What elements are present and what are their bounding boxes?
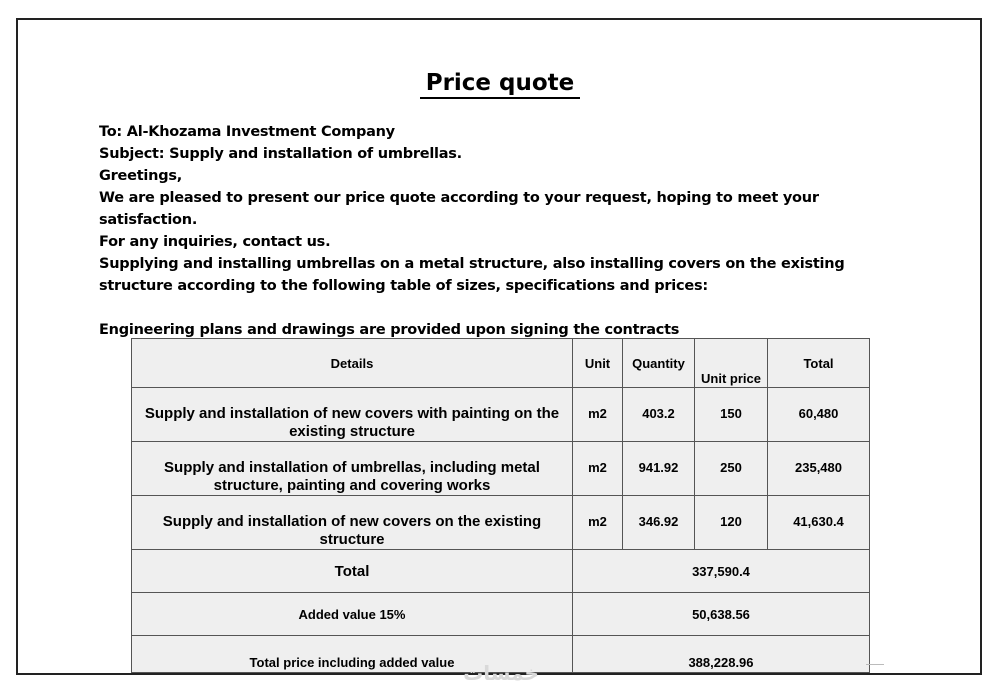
grand-total-value: 388,228.96	[573, 636, 870, 673]
header-unit: Unit	[573, 339, 623, 388]
header-unit-price: Unit price	[695, 339, 768, 388]
header-total: Total	[768, 339, 870, 388]
row-details: Supply and installation of new covers on the existing structure	[132, 496, 573, 550]
table-row	[132, 388, 870, 442]
contact-paragraph: For any inquiries, contact us.	[99, 234, 331, 250]
row-unit: m2	[573, 442, 623, 496]
letter-body	[99, 121, 919, 341]
row-unit-price: 250	[695, 442, 768, 496]
vat-row	[132, 593, 870, 636]
row-unit: m2	[573, 388, 623, 442]
total-value: 337,590.4	[573, 550, 870, 593]
page-title	[0, 70, 1000, 96]
spacer	[99, 297, 919, 319]
total-row	[132, 550, 870, 593]
header-details: Details	[132, 339, 573, 388]
row-total: 235,480	[768, 442, 870, 496]
row-unit-price: 120	[695, 496, 768, 550]
drawings-note: Engineering plans and drawings are provided upon signing the contracts	[99, 322, 680, 338]
row-total: 41,630.4	[768, 496, 870, 550]
header-quantity: Quantity	[623, 339, 695, 388]
watermark-logo: خمسات	[463, 663, 539, 683]
row-quantity: 346.92	[623, 496, 695, 550]
total-label: Total	[132, 550, 573, 593]
recipient-line: To: Al-Khozama Investment Company	[99, 124, 395, 140]
row-details: Supply and installation of umbrellas, including metal structure, painting and covering works	[132, 442, 573, 496]
table-header-row	[132, 339, 870, 388]
table-row	[132, 442, 870, 496]
intro-paragraph: We are pleased to present our price quote according to your request, hoping to meet your satisfaction.	[99, 190, 819, 228]
greeting-line: Greetings,	[99, 168, 182, 184]
price-table	[131, 338, 870, 673]
row-details: Supply and installation of new covers with painting on the existing structure	[132, 388, 573, 442]
row-total: 60,480	[768, 388, 870, 442]
table-row	[132, 496, 870, 550]
row-quantity: 941.92	[623, 442, 695, 496]
page-title-text: Price quote	[420, 70, 581, 99]
divider	[866, 664, 884, 665]
row-unit: m2	[573, 496, 623, 550]
scope-paragraph: Supplying and installing umbrellas on a metal structure, also installing covers on the existing structure according to the following table of sizes, specifications and prices:	[99, 256, 845, 294]
subject-line: Subject: Supply and installation of umbrellas.	[99, 146, 462, 162]
row-unit-price: 150	[695, 388, 768, 442]
grand-total-label: Total price including added value	[132, 636, 573, 673]
row-quantity: 403.2	[623, 388, 695, 442]
vat-label: Added value 15%	[132, 593, 573, 636]
vat-value: 50,638.56	[573, 593, 870, 636]
